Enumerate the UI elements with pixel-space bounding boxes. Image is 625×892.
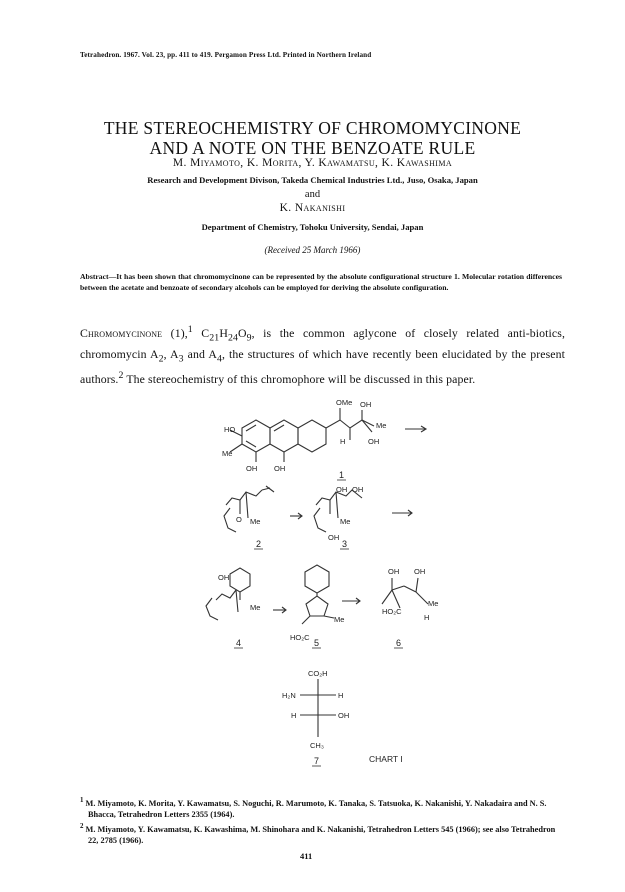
author-nakanishi: K. Nakanishi	[279, 202, 346, 214]
formula-o: O	[237, 325, 247, 340]
compound-number-7: 7	[314, 756, 320, 766]
journal-citation: Tetrahedron. 1967. Vol. 23, pp. 411 to 419. Pergamon Press Ltd. Printed in Northern Ireland	[80, 51, 372, 59]
compound-number-3: 3	[342, 539, 348, 549]
intro-compound-number: (1),	[162, 325, 188, 340]
atom-h-1: H	[340, 437, 346, 446]
intro-text-3: and A	[183, 347, 217, 362]
atom-me-6: Me	[428, 599, 439, 608]
atom-me-1: Me	[222, 449, 233, 458]
affiliation-takeda: Research and Development Divison, Takeda Chemical Industries Ltd., Juso, Osaka, Japan	[147, 175, 478, 185]
atom-ho2c-5: HO₂C	[290, 633, 310, 642]
affiliation-tohoku: Department of Chemistry, Tohoku University, Sendai, Japan	[201, 222, 424, 232]
footnote-2-text: M. Miyamoto, Y. Kawamatsu, K. Kawashima, M. Shinohara and K. Nakanishi, Tetrahedron Letters 545 (1966); see also Tetrahedron 22, 2785 (1966).	[85, 824, 556, 845]
atom-oh-1b: OH	[368, 437, 380, 446]
footnote-2-number: 2	[80, 822, 84, 830]
atom-o-2: O	[236, 515, 242, 524]
intro-text-4: , the structures of which have recently been elucidated by the present authors.	[80, 347, 565, 386]
compound-number-4: 4	[236, 638, 242, 648]
page-number: 411	[300, 851, 313, 861]
footnote-1-text: M. Miyamoto, K. Morita, Y. Kawamatsu, S. Noguchi, R. Marumoto, K. Tanaka, S. Tatsuoka, K. Nakanishi, Y. Nakadaira and N. S. Bhacca, Tetrahedron Letters 2355 (1964).	[85, 798, 547, 819]
formula-h: H	[219, 325, 228, 340]
intro-text-5: The stereochemistry of this chromophore will be discussed in this paper.	[123, 371, 476, 386]
atom-oh-1d: OH	[274, 464, 286, 473]
a-sub-2: 3	[178, 353, 184, 365]
compound-number-1: 1	[339, 470, 345, 480]
abstract-label: Abstract	[80, 272, 109, 281]
atom-me-4: Me	[250, 603, 261, 612]
compound-number-5: 5	[314, 638, 320, 648]
chart-caption: CHART I	[369, 754, 403, 764]
atom-ho2c-6: HO₂C	[382, 607, 402, 616]
footnote-1	[80, 795, 565, 820]
atom-h2n-7: H₂N	[282, 691, 296, 700]
atom-h-6: H	[424, 613, 430, 622]
structure-3	[314, 490, 362, 532]
atom-ho-1: HO	[224, 425, 236, 434]
structure-6	[382, 578, 428, 608]
formula-c: C	[192, 325, 210, 340]
atom-ome-1: OMe	[336, 398, 353, 407]
atom-me-1b: Me	[376, 421, 387, 430]
a-sub-3: 4	[216, 353, 222, 365]
atom-h-7b: H	[291, 711, 297, 720]
atom-oh-7: OH	[338, 711, 350, 720]
intro-text-1: , is the common aglycone of closely related anti-biotics, chromomycin A	[80, 325, 565, 362]
atom-me-2: Me	[250, 517, 261, 526]
title-line-1: THE STEREOCHEMISTRY OF CHROMOMYCINONE	[103, 118, 522, 138]
atom-oh-1c: OH	[246, 464, 258, 473]
footnote-1-number: 1	[80, 797, 84, 804]
compound-number-2: 2	[256, 539, 262, 549]
atom-h-7a: H	[338, 691, 344, 700]
atom-oh-4: OH	[218, 573, 230, 582]
formula-h-sub: 24	[227, 332, 238, 344]
structure-1	[230, 408, 374, 462]
title-line-2: AND A NOTE ON THE BENZOATE RULE	[149, 138, 476, 158]
atom-me-3: Me	[340, 517, 351, 526]
atom-oh-3c: OH	[328, 533, 340, 542]
atom-oh-3b: OH	[352, 485, 364, 494]
intro-lead: Chromomycinone	[80, 325, 163, 340]
formula-o-sub: 9	[246, 332, 252, 344]
atom-me-5: Me	[334, 615, 345, 624]
compound-number-6: 6	[396, 638, 402, 648]
structure-5	[302, 565, 334, 624]
structure-2	[224, 486, 274, 532]
atom-oh-6b: OH	[414, 567, 426, 576]
received-date: (Received 25 March 1966)	[264, 245, 361, 255]
intro-text-2: , A	[163, 347, 179, 362]
atom-ch3-7: CH₃	[310, 741, 324, 750]
abstract-text: —It has been shown that chromomycinone can be represented by the absolute configurational structure 1. Molecular rotation differences between the acetate and benzoate of secondary alcohols can be employed for deriving the absolute configuration.	[80, 272, 562, 292]
and-connector: and	[304, 189, 321, 200]
footnotes	[80, 795, 565, 847]
structure-7	[300, 679, 336, 737]
a-sub-1: 2	[158, 353, 164, 365]
atom-oh-1a: OH	[360, 400, 372, 409]
ref-1-marker: 1	[187, 324, 193, 335]
formula-c-sub: 21	[209, 332, 220, 344]
author-list: M. Miyamoto, K. Morita, Y. Kawamatsu, K. Kawashima	[172, 157, 453, 169]
atom-oh-3a: OH	[336, 485, 348, 494]
ref-2-marker: 2	[118, 370, 124, 382]
footnote-2	[80, 821, 565, 846]
atom-oh-6a: OH	[388, 567, 400, 576]
atom-co2h-7: CO₂H	[308, 669, 328, 678]
